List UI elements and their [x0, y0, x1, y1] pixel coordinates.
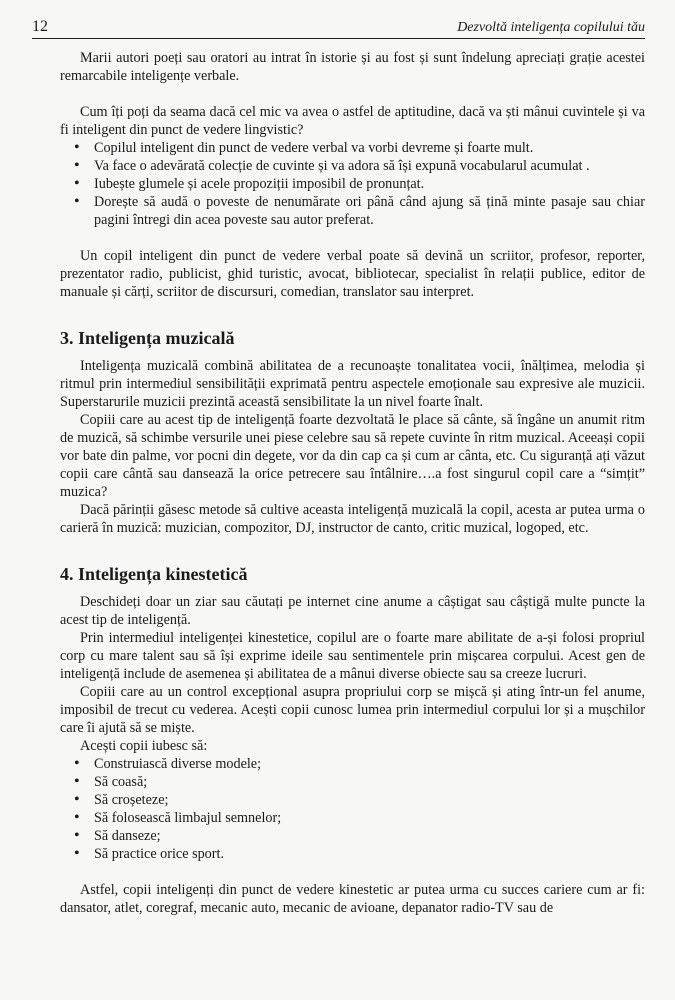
- musical-paragraph-1: Inteligența muzicală combină abilitatea de a recunoaște tonalitatea vocii, înălțimea, melodia și ritmul prin intermediul sensibilității exprimată pentru aspectele emoționale sau expresive ale muzicii. Superstarurile muzicii prezintă această sensibilitate la un nivel foarte înalt.: [60, 358, 645, 410]
- kinesthetic-paragraph-5: Astfel, copii inteligenți din punct de vedere kinestetic ar putea urma cu succes cariere cum ar fi: dansator, atlet, coregraf, mecanic auto, mecanic de avioane, depanator radio-TV sau de: [60, 882, 645, 916]
- list-item: • Iubește glumele și acele propoziții imposibil de pronunțat.: [74, 175, 645, 193]
- list-item: • Să folosească limbajul semnelor;: [74, 809, 645, 827]
- intro-paragraph-3: Un copil inteligent din punct de vedere verbal poate să devină un scriitor, profesor, reporter, prezentator radio, publicist, ghid turistic, avocat, bibliotecar, specialist în relații publice, editor de manuale și cărți, scriitor de discursuri, comedian, translator sau interpret.: [60, 248, 645, 300]
- section-heading-musical: 3. Inteligența muzicală: [60, 328, 235, 348]
- list-item: • Să coasă;: [74, 773, 645, 791]
- musical-paragraph-2: Copiii care au acest tip de inteligență foarte dezvoltată le place să cânte, să îngâne un anumit ritm de muzică, să schimbe versurile unei piese celebre sau să repete cuvinte în ritm muzical. Aceeași copii vor bate din palme, vor pocni din degete, vor da din cap ca și cum ar cânta, etc. Cu siguranță ați văzut copii care cântă sau dansează la orice petrecere sau întâlnire….a fost singurul copil care a “simțit” muzica?: [60, 412, 645, 500]
- list-item: • Dorește să audă o poveste de nenumărate ori până când ajung să țină minte pasaje sau chiar pagini întregi din acea poveste sau autor preferat.: [74, 193, 645, 229]
- verbal-traits-list: [60, 139, 645, 229]
- kinesthetic-activities-list: [60, 755, 645, 863]
- list-item: • Să croșeteze;: [74, 791, 645, 809]
- list-item: • Construiască diverse modele;: [74, 755, 645, 773]
- kinesthetic-paragraph-1: Deschideți doar un ziar sau căutați pe internet cine anume a câștigat sau câștigă multe puncte la acest tip de inteligență.: [60, 594, 645, 628]
- list-item: • Să danseze;: [74, 827, 645, 845]
- kinesthetic-paragraph-3: Copiii care au un control excepțional asupra propriului corp se mișcă și ating într-un fel anume, imposibil de trecut cu vederea. Acești copii cunosc lumea prin intermediul corpului lor și a mușchilor care îi ajută să se miște.: [60, 684, 645, 736]
- list-item: • Va face o adevărată colecție de cuvinte și va adora să își expună vocabularul acumulat .: [74, 157, 645, 175]
- page-header: [32, 18, 645, 39]
- list-item: • Să practice orice sport.: [74, 845, 645, 863]
- musical-paragraph-3: Dacă părinții găsesc metode să cultive aceasta inteligență muzicală la copil, acesta ar putea urma o carieră în muzică: muzician, compozitor, DJ, instructor de canto, critic muzical, logoped, etc.: [60, 502, 645, 536]
- running-title: Dezvoltă inteligența copilului tău: [457, 20, 645, 35]
- intro-paragraph-2: Cum îți poți da seama dacă cel mic va avea o astfel de aptitudine, dacă va ști mânui cuvintele și va fi inteligent din punct de vedere lingvistic?: [60, 104, 645, 138]
- intro-paragraph-1: Marii autori poeți sau oratori au intrat în istorie și au fost și sunt îndelung apreciați grație acestei remarcabile inteligențe verbale.: [60, 50, 645, 84]
- page-number: 12: [32, 18, 48, 35]
- list-item: • Copilul inteligent din punct de vedere verbal va vorbi devreme și foarte mult.: [74, 139, 645, 157]
- kinesthetic-paragraph-2: Prin intermediul inteligenței kinestetice, copilul are o foarte mare abilitate de a-și folosi propriul corp cu mare talent sau să își exprime ideile sau sentimentele prin mișcarea corpului. Acest gen de inteligență include de asemenea și abilitatea de a mânui diverse obiecte sau sa creeze lucruri.: [60, 630, 645, 682]
- page-body: [60, 49, 645, 917]
- kinesthetic-paragraph-4: Acești copii iubesc să:: [80, 738, 208, 754]
- section-heading-kinesthetic: 4. Inteligența kinestetică: [60, 564, 248, 584]
